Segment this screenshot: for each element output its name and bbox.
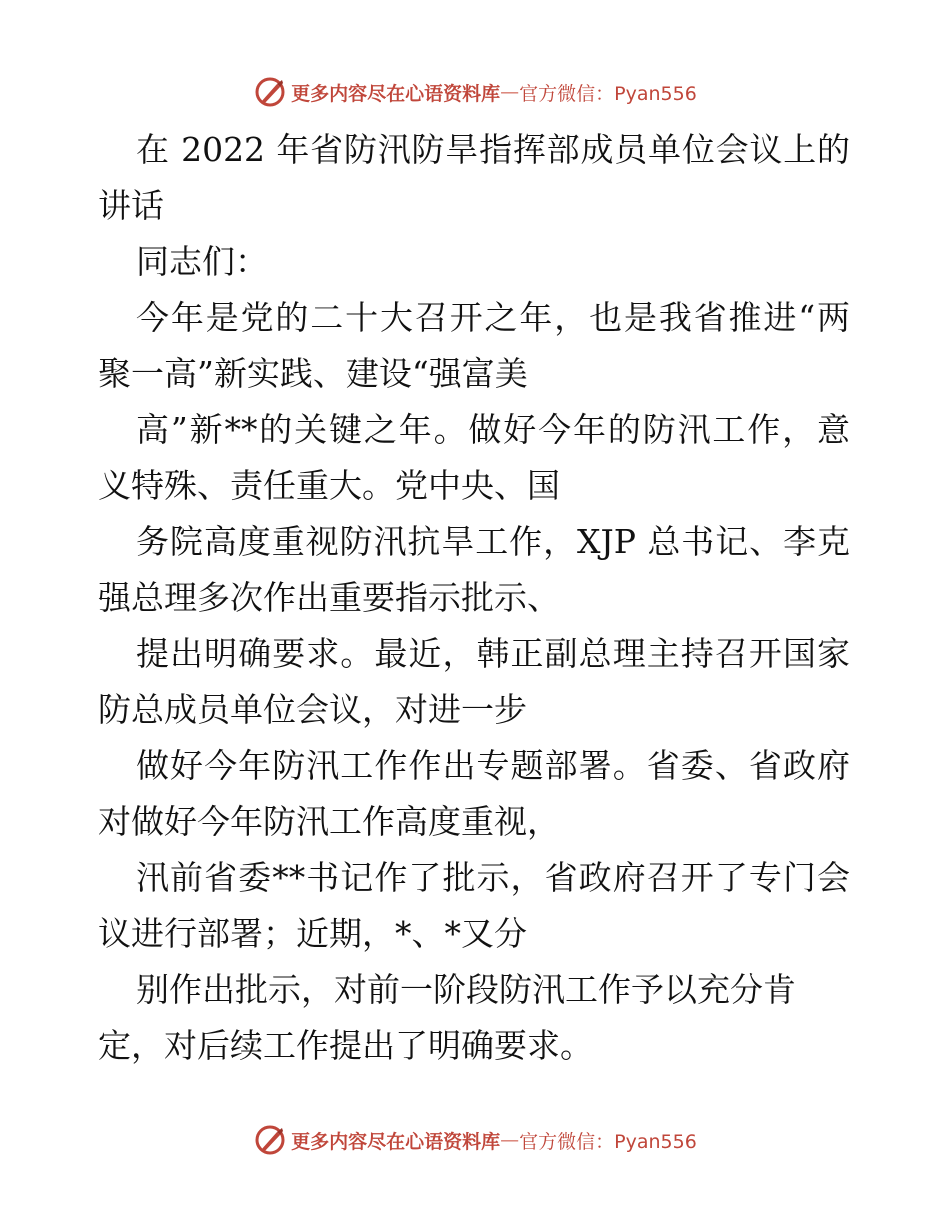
- body-line: 强总理多次作出重要指示批示、: [98, 578, 560, 617]
- body-line: 务院高度重视防汛抗旱工作，XJP 总书记、李克: [136, 522, 850, 561]
- header-banner: [0, 72, 950, 112]
- title-line-1: 在 2022 年省防汛防旱指挥部成员单位会议上的: [136, 130, 850, 169]
- pen-logo-icon: [253, 1123, 287, 1157]
- body-line: 高”新**的关键之年。做好今年的防汛工作，意: [136, 410, 850, 449]
- banner-main-text: 更多内容尽在心语资料库: [291, 82, 501, 105]
- body-line: 议进行部署；近期，*、*又分: [98, 914, 527, 953]
- banner-wechat-text: 官方微信：Pyan556: [519, 82, 697, 105]
- pen-logo-icon: [253, 75, 287, 109]
- banner-wechat-text: 官方微信：Pyan556: [519, 1130, 697, 1153]
- body-line: 汛前省委**书记作了批示，省政府召开了专门会: [136, 858, 850, 897]
- body-line: 今年是党的二十大召开之年，也是我省推进“两: [136, 298, 850, 337]
- body-line: 对做好今年防汛工作高度重视，: [98, 802, 560, 841]
- body-line: 提出明确要求。最近，韩正副总理主持召开国家: [136, 634, 850, 673]
- body-line: 定，对后续工作提出了明确要求。: [98, 1026, 593, 1065]
- body-line: 防总成员单位会议，对进一步: [98, 690, 527, 729]
- body-line: 别作出批示，对前一阶段防汛工作予以充分肯: [136, 970, 796, 1009]
- salutation: 同志们：: [136, 242, 268, 281]
- body-line: 做好今年防汛工作作出专题部署。省委、省政府: [136, 746, 850, 785]
- title-line-2: 讲话: [98, 186, 164, 225]
- document-body: [98, 122, 850, 1074]
- banner-main-text: 更多内容尽在心语资料库: [291, 1130, 501, 1153]
- body-line: 聚一高”新实践、建设“强富美: [98, 354, 528, 393]
- banner-dash: —: [500, 1129, 520, 1151]
- footer-banner: [0, 1120, 950, 1160]
- banner-dash: —: [500, 81, 520, 103]
- body-line: 义特殊、责任重大。党中央、国: [98, 466, 560, 505]
